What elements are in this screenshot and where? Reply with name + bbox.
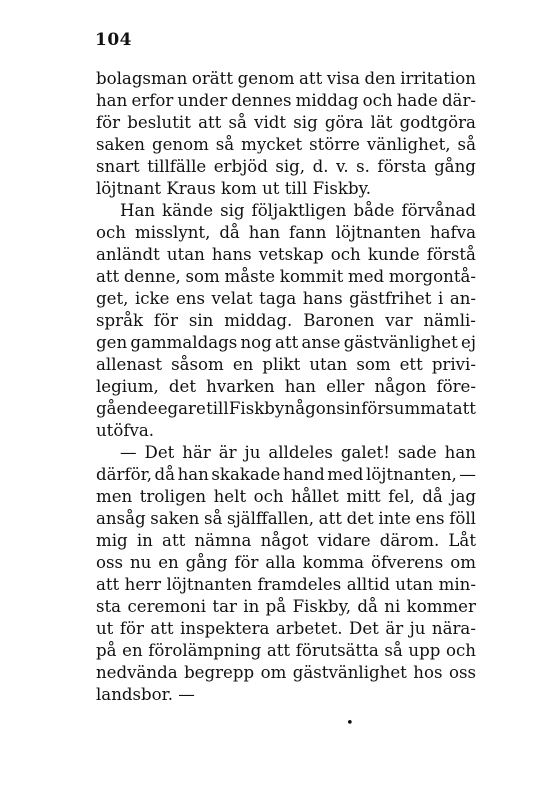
text-line: ut för att inspektera arbetet. Det är ju nära- bbox=[96, 619, 476, 638]
text-line: — Det här är ju alldeles galet! sade han bbox=[120, 443, 476, 462]
text-line: nedvända begrepp om gästvänlighet hos oss bbox=[96, 663, 476, 682]
text-line: att denne, som måste kommit med morgontå- bbox=[96, 267, 476, 286]
text-line: ansåg saken så själffallen, att det inte ens föll bbox=[96, 509, 476, 528]
text-line: att herr löjtnanten framdeles alltid utan min- bbox=[96, 575, 476, 594]
text-line: snart tillfälle erbjöd sig, d. v. s. första gång bbox=[96, 157, 476, 176]
page-number: 104 bbox=[95, 30, 132, 50]
text-line: allenast såsom en plikt utan som ett privi- bbox=[96, 355, 476, 374]
text-line: han erfor under dennes middag och hade där- bbox=[96, 91, 476, 110]
text-line: gående egare till Fiskby någonsin försummat att bbox=[96, 399, 476, 418]
text-line: därför, då han skakade hand med löjtnanten, — bbox=[96, 465, 476, 484]
text-line: språk för sin middag. Baronen var nämli- bbox=[96, 311, 476, 330]
text-line: men troligen helt och hållet mitt fel, då jag bbox=[96, 487, 476, 506]
text-line: oss nu en gång för alla komma öfverens om bbox=[96, 553, 476, 572]
text-line: bolagsman orätt genom att visa den irritation bbox=[96, 69, 476, 88]
text-line: landsbor. — bbox=[96, 685, 195, 704]
text-line: mig in att nämna något vidare därom. Låt bbox=[96, 531, 476, 550]
text-line: utöfva. bbox=[96, 421, 155, 440]
text-line: saken genom så mycket större vänlighet, så bbox=[96, 135, 476, 154]
text-line: och misslynt, då han fann löjtnanten hafva bbox=[96, 223, 476, 242]
text-line: gen gammaldags nog att anse gästvänlighet ej bbox=[96, 333, 476, 352]
text-line: löjtnant Kraus kom ut till Fiskby. bbox=[96, 179, 372, 198]
body-text bbox=[96, 68, 476, 706]
text-line: get, icke ens velat taga hans gästfrihet i an- bbox=[96, 289, 476, 308]
text-line: Han kände sig följaktligen både förvånad bbox=[120, 201, 476, 220]
text-line: legium, det hvarken han eller någon före- bbox=[96, 377, 476, 396]
text-line: anländt utan hans vetskap och kunde förstå bbox=[96, 245, 476, 264]
text-line: sta ceremoni tar in på Fiskby, då ni kommer bbox=[96, 597, 476, 616]
text-line: för beslutit att så vidt sig göra lät godtgöra bbox=[96, 113, 476, 132]
stray-ink-mark: • bbox=[346, 716, 354, 731]
text-line: på en förolämpning att förutsätta så upp och bbox=[96, 641, 476, 660]
